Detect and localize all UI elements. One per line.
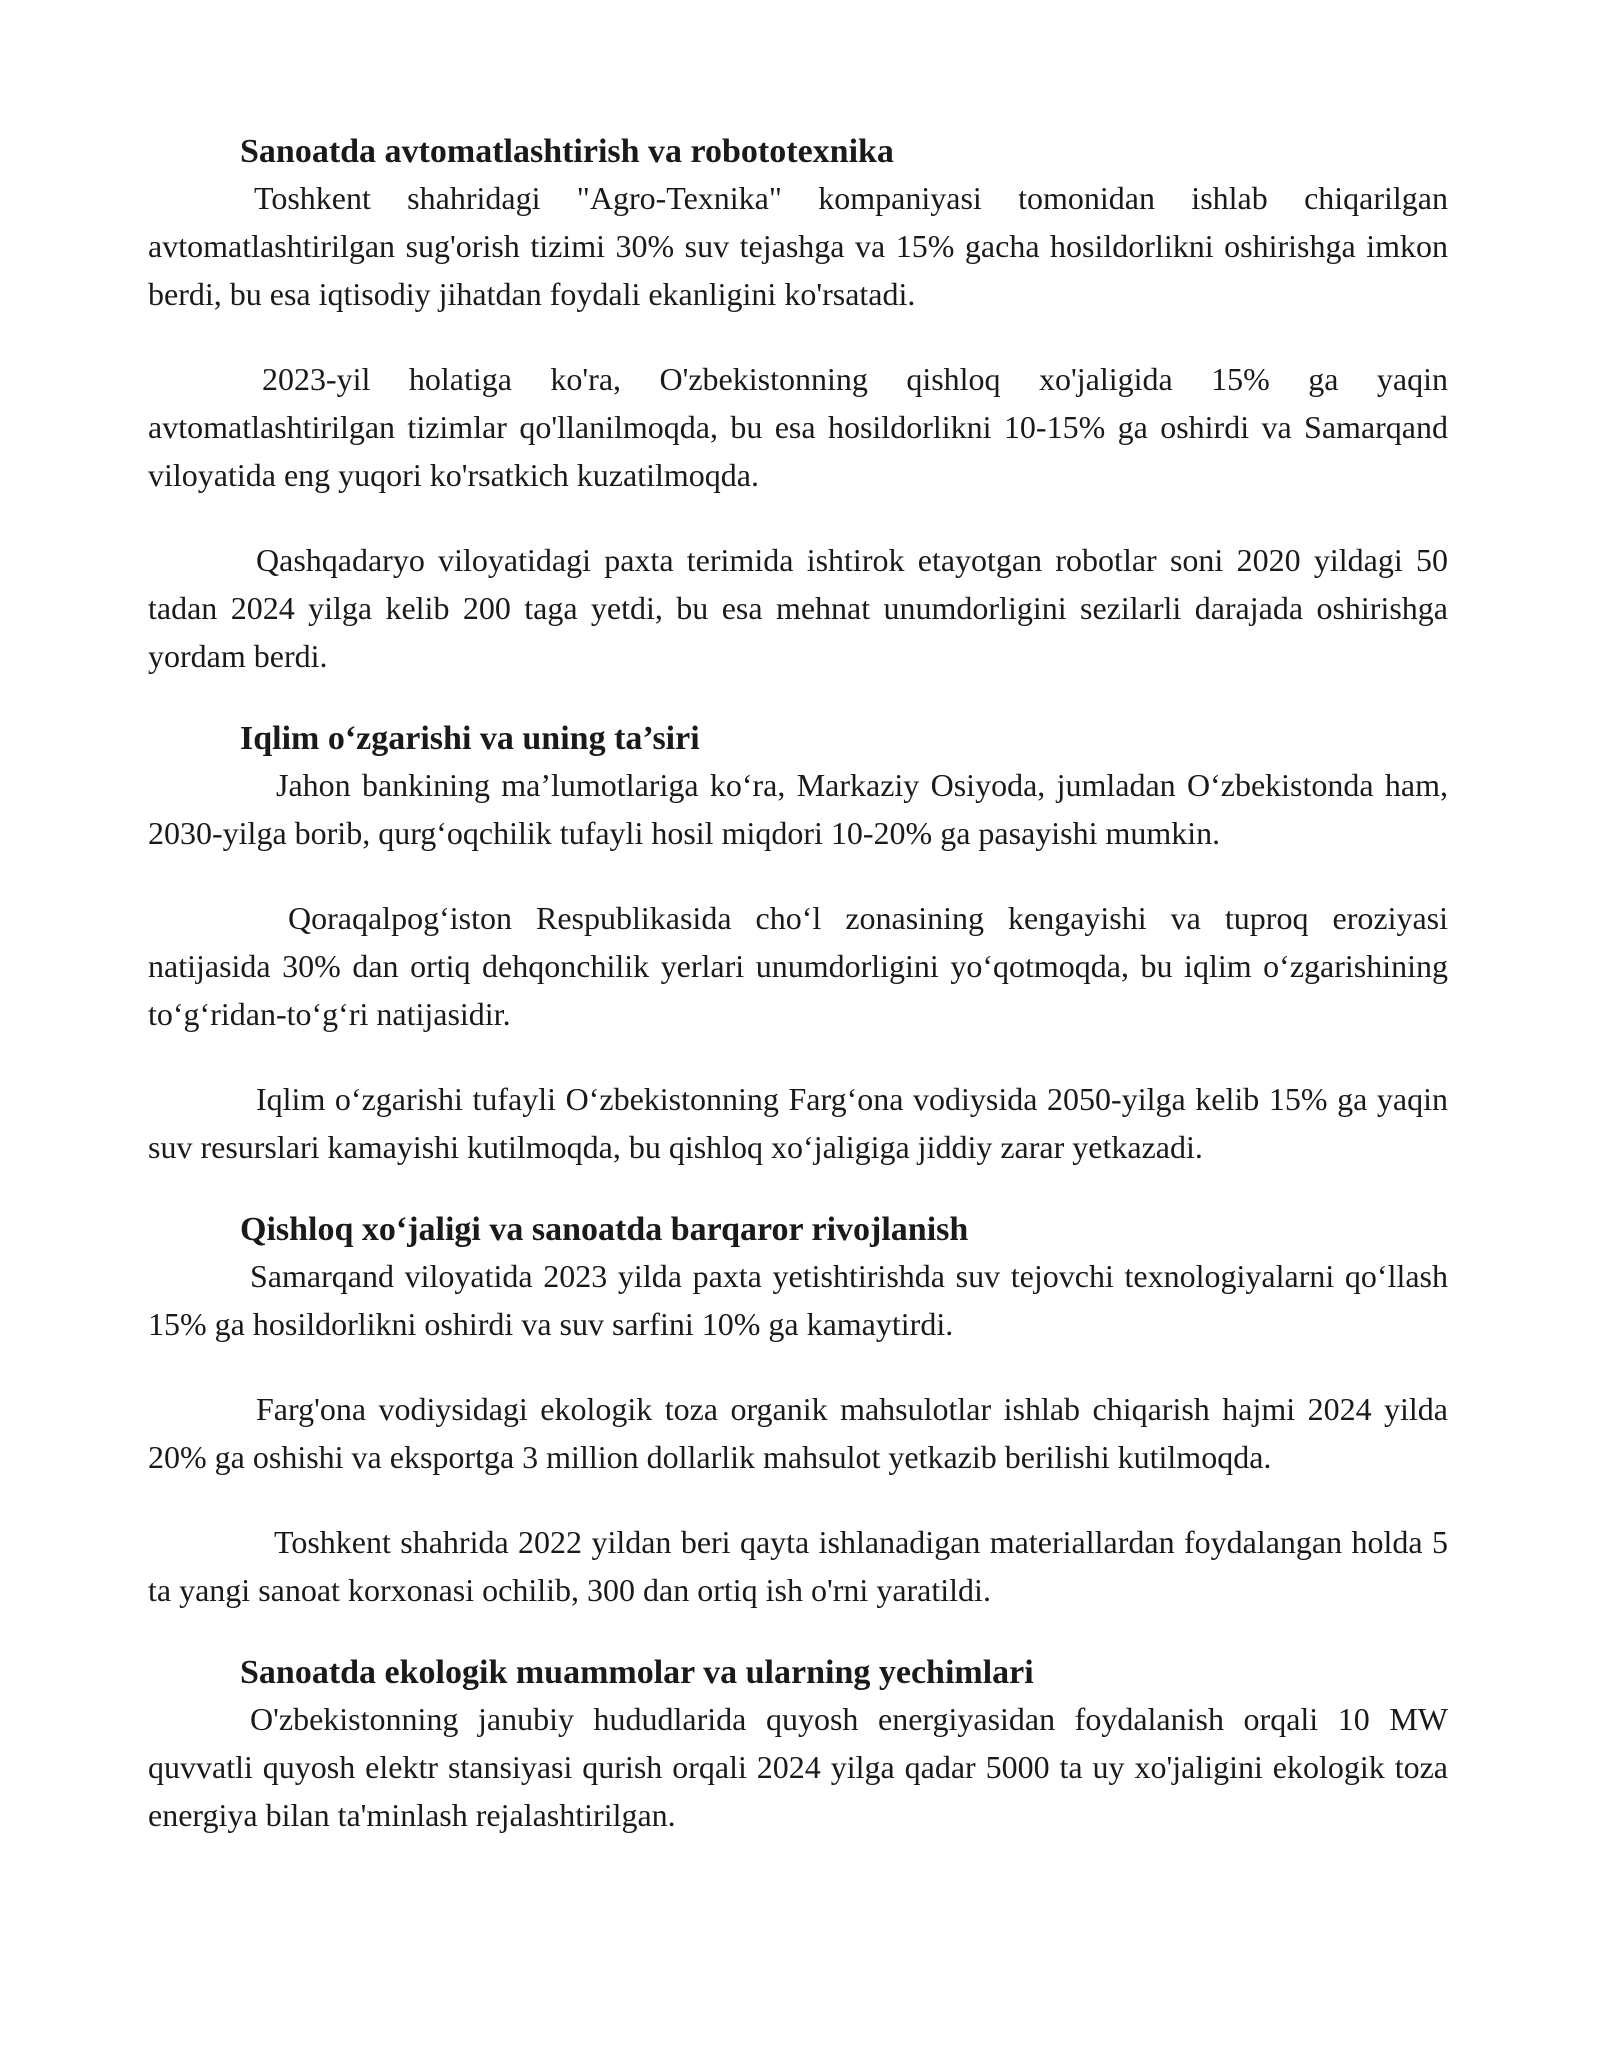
section-ecological-problems — [148, 1651, 1448, 1839]
section-title: Sanoatda avtomatlashtirish va robototexnika — [240, 133, 894, 170]
document-page — [148, 130, 1448, 1876]
paragraph: Samarqand viloyatida 2023 yilda paxta yetishtirishda suv tejovchi texnologiyalarni qo‘llash 15% ga hosildorlikni oshirdi va suv sarfini 10% ga kamaytirdi. — [148, 1258, 1448, 1342]
section-title: Sanoatda ekologik muammolar va ularning yechimlari — [240, 1654, 1034, 1691]
paragraph: O'zbekistonning janubiy hududlarida quyosh energiyasidan foydalanish orqali 10 MW quvvatli quyosh elektr stansiyasi qurish orqali 2024 yilga qadar 5000 ta uy xo'jaligini ekologik toza energiya bilan ta'minlash rejalashtirilgan. — [148, 1701, 1448, 1833]
section-climate — [148, 717, 1448, 1171]
paragraph: Iqlim o‘zgarishi tufayli O‘zbekistonning Farg‘ona vodiysida 2050-yilga kelib 15% ga yaqin suv resurslari kamayishi kutilmoqda, bu qishloq xo‘jaligiga jiddiy zarar yetkazadi. — [148, 1081, 1448, 1165]
paragraph: Farg'ona vodiysidagi ekologik toza organik mahsulotlar ishlab chiqarish hajmi 2024 yilda 20% ga oshishi va eksportga 3 million dollarlik mahsulot yetkazib berilishi kutilmoqda. — [148, 1391, 1448, 1475]
paragraph: Qoraqalpog‘iston Respublikasida cho‘l zonasining kengayishi va tuproq eroziyasi natijasida 30% dan ortiq dehqonchilik yerlari unumdorligini yo‘qotmoqda, bu iqlim o‘zgarishining to‘g‘ridan-to‘g‘ri natijasidir. — [148, 900, 1448, 1032]
paragraph: Qashqadaryo viloyatidagi paxta terimida ishtirok etayotgan robotlar soni 2020 yildagi 50 tadan 2024 yilga kelib 200 taga yetdi, bu esa mehnat unumdorligini sezilarli darajada oshirishga yordam berdi. — [148, 542, 1448, 674]
paragraph: Toshkent shahridagi "Agro-Texnika" kompaniyasi tomonidan ishlab chiqarilgan avtomatlashtirilgan sug'orish tizimi 30% suv tejashga va 15% gacha hosildorlikni oshirishga imkon berdi, bu esa iqtisodiy jihatdan foydali ekanligini ko'rsatadi. — [148, 180, 1448, 312]
section-title: Qishloq xo‘jaligi va sanoatda barqaror rivojlanish — [240, 1211, 969, 1248]
paragraph: 2023-yil holatiga ko'ra, O'zbekistonning qishloq xo'jaligida 15% ga yaqin avtomatlashtirilgan tizimlar qo'llanilmoqda, bu esa hosildorlikni 10-15% ga oshirdi va Samarqand viloyatida eng yuqori ko'rsatkich kuzatilmoqda. — [148, 361, 1448, 493]
section-sustainable-development — [148, 1208, 1448, 1614]
section-automation — [148, 130, 1448, 680]
paragraph: Jahon bankining ma’lumotlariga ko‘ra, Markaziy Osiyoda, jumladan O‘zbekistonda ham, 2030-yilga borib, qurg‘oqchilik tufayli hosil miqdori 10-20% ga pasayishi mumkin. — [148, 767, 1448, 851]
paragraph: Toshkent shahrida 2022 yildan beri qayta ishlanadigan materiallardan foydalangan holda 5 ta yangi sanoat korxonasi ochilib, 300 dan ortiq ish o'rni yaratildi. — [148, 1524, 1448, 1608]
section-title: Iqlim o‘zgarishi va uning ta’siri — [240, 720, 700, 757]
